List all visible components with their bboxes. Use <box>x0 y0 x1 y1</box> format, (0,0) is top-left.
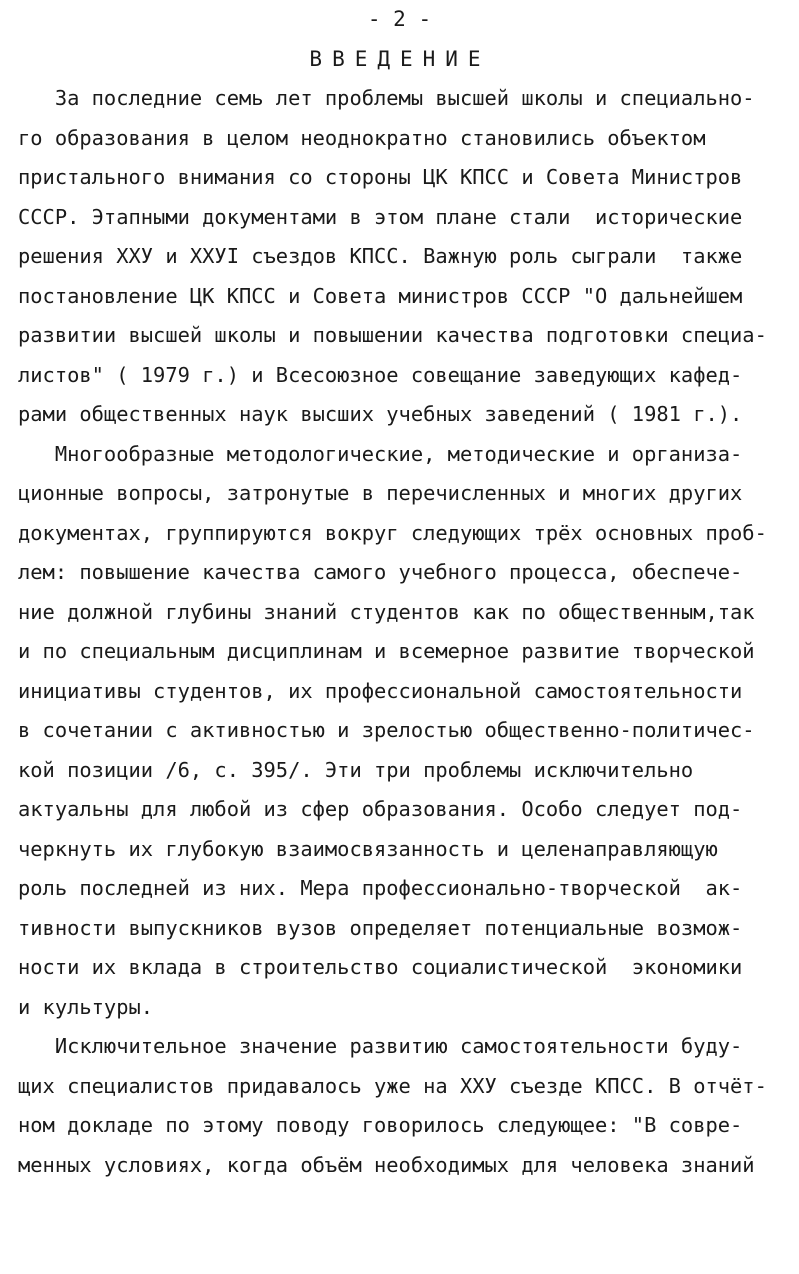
text-line: ном докладе по этому поводу говорилось следующее: "В совре- <box>18 1113 743 1137</box>
text-line: Многообразные методологические, методические и организа- <box>18 441 743 466</box>
text-line: кой позиции /6, с. 395/. Эти три проблемы исключительно <box>18 757 694 782</box>
text-line: актуальны для любой из сфер образования. Особо следует под- <box>18 797 743 821</box>
text-line: менных условиях, когда объём необходимых для человека знаний <box>18 1152 755 1177</box>
text-line: рами общественных наук высших учебных заведений ( 1981 г.). <box>18 402 743 426</box>
text-line: ционные вопросы, затронутые в перечисленных и многих других <box>18 481 743 505</box>
text-line: пристального внимания со стороны ЦК КПСС и Совета Министров <box>18 165 743 189</box>
text-line: ние должной глубины знаний студентов как по общественным,так <box>18 599 755 624</box>
text-line: листов" ( 1979 г.) и Всесоюзное совещание заведующих кафед- <box>18 362 743 387</box>
text-line: развитии высшей школы и повышении качества подготовки специа- <box>18 323 767 347</box>
text-line: документах, группируются вокруг следующих трёх основных проб- <box>18 520 767 545</box>
text-line: черкнуть их глубокую взаимосвязанность и целенаправляющую <box>18 836 718 861</box>
text-line: СССР. Этапными документами в этом плане стали исторические <box>18 204 743 229</box>
text-line: ности их вклада в строительство социалистической экономики <box>18 955 743 979</box>
page-number: - 2 - <box>367 7 432 31</box>
text-line: инициативы студентов, их профессиональной самостоятельности <box>18 678 743 703</box>
text-line: Исключительное значение развитию самостоятельности буду- <box>18 1034 743 1058</box>
text-line: тивности выпускников вузов определяет потенциальные возмож- <box>18 915 743 940</box>
text-line: и культуры. <box>18 994 154 1019</box>
text-line: решения ХХУ и ХХУI съездов КПСС. Важную роль сыграли также <box>18 244 743 268</box>
text-line: щих специалистов придавалось уже на ХХУ съезде КПСС. В отчёт- <box>18 1073 767 1098</box>
body-text <box>18 79 788 1185</box>
text-line: и по специальным дисциплинам и всемерное развитие творческой <box>18 639 755 663</box>
text-line: За последние семь лет проблемы высшей школы и специально- <box>18 86 755 110</box>
text-line: роль последней из них. Мера профессионально-творческой ак- <box>18 876 743 900</box>
page-title: ВВЕДЕНИЕ <box>309 47 491 71</box>
text-line: го образования в целом неоднократно становились объектом <box>18 125 706 150</box>
text-line: постановление ЦК КПСС и Совета министров СССР "О дальнейшем <box>18 283 743 308</box>
text-line: лем: повышение качества самого учебного процесса, обеспече- <box>18 560 743 584</box>
text-line: в сочетании с активностью и зрелостью общественно-политичес- <box>18 718 755 742</box>
